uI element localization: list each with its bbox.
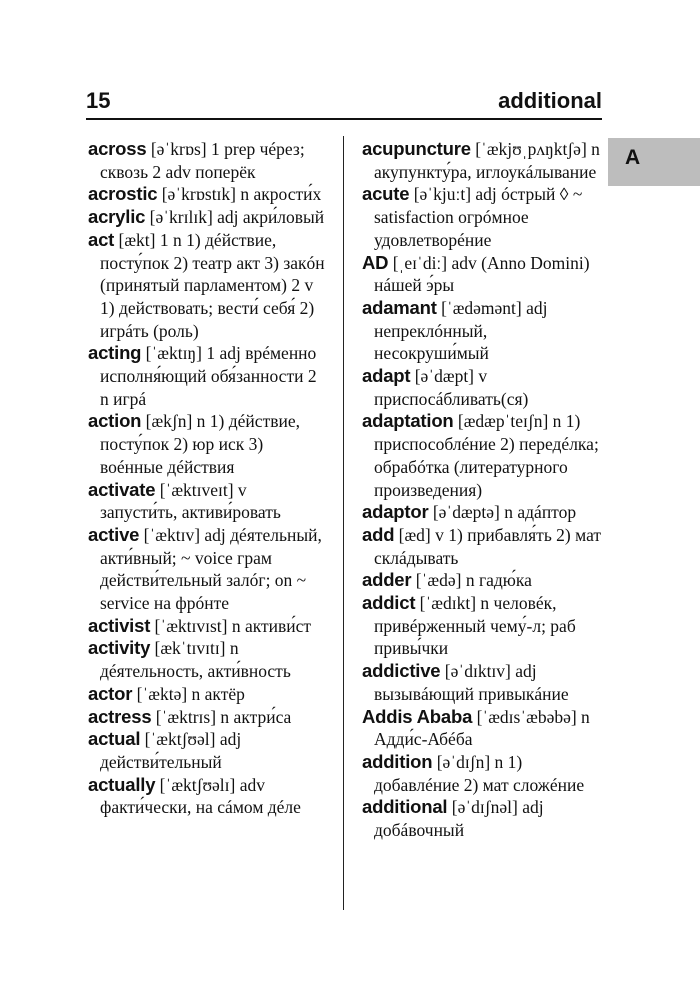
headword: active <box>88 523 140 545</box>
entry-definition: [ˈæktɪŋ] 1 adj врéменно исполня́ющий обя́занности 2 n игрá <box>100 343 317 409</box>
headword: adder <box>362 569 412 591</box>
dictionary-entry <box>362 365 602 410</box>
entry-definition: [ˈæktɪv] adj дéятельный, акти́вный; ~ voice грам действи́тельный залóг; on ~ service на фрóнте <box>100 524 322 614</box>
entry-definition: [ækt] 1 n 1) дéйствие, посту́пок 2) театр акт 3) закóн (принятый парламентом) 2 v 1) действовать; вести́ себя́ 2) игрáть (роль) <box>100 229 325 341</box>
entry-definition: [ædæpˈteɪʃn] n 1) приспособлéние 2) передéлка; обрабóтка (литературного произведения) <box>374 411 599 500</box>
column-divider <box>343 136 344 910</box>
headword: acupuncture <box>362 138 471 159</box>
headword: additional <box>362 796 448 818</box>
headword: Addis Ababa <box>362 705 473 727</box>
dictionary-entry <box>88 183 328 206</box>
dictionary-entry <box>362 410 602 501</box>
dictionary-entry <box>88 615 328 638</box>
headword: addition <box>362 750 433 772</box>
headword: activate <box>88 478 156 500</box>
entry-definition: [ˈæktɪveɪt] v запусти́ть, активи́ровать <box>100 479 281 523</box>
dictionary-entry <box>362 297 602 365</box>
entry-definition: [ˈækjʊˌpʌŋktʃə] n акупункту́ра, иглоукáлывание <box>374 139 600 182</box>
entry-definition: [ˌeɪˈdiː] adv (Anno Domini) нáшей э́ры <box>374 252 590 296</box>
dictionary-entry <box>88 206 328 229</box>
entry-definition: [ˈæktʃʊəl] adj действи́тельный <box>100 729 242 772</box>
dictionary-entry <box>88 637 328 682</box>
thumb-index-tab <box>608 138 700 186</box>
entry-definition: [əˈdɪʃn] n 1) добавлéние 2) мат сложéние <box>374 751 585 795</box>
dictionary-entry <box>362 524 602 569</box>
entry-definition: [əˈdæptə] n адáптор <box>428 502 577 523</box>
entry-definition: [ækˈtɪvɪtɪ] n дéятельность, акти́вность <box>100 638 291 682</box>
headword: add <box>362 523 395 545</box>
headword: addictive <box>362 660 441 682</box>
left-column <box>88 138 328 819</box>
header-rule <box>86 118 602 120</box>
dictionary-entry <box>88 342 328 410</box>
headword: acrylic <box>88 206 146 228</box>
dictionary-entry <box>362 706 602 751</box>
headword: across <box>88 138 147 159</box>
entry-definition: [ˈædɪsˈæbəbə] n Адди́с-Абéба <box>374 706 590 750</box>
headword: acrostic <box>88 183 158 205</box>
dictionary-entry <box>362 138 602 183</box>
headword: action <box>88 410 142 432</box>
entry-definition: [ˈædɪkt] n человéк, привéрженный чему́-л; раб привы́чки <box>374 593 576 659</box>
dictionary-entry <box>88 728 328 773</box>
entry-definition: [ˈædə] n гадю́ка <box>411 570 532 591</box>
dictionary-entry <box>362 569 602 592</box>
entry-definition: [ˈædəmənt] adj непреклóнный, несокруши́мый <box>374 297 548 364</box>
headword: actor <box>88 682 133 704</box>
page-number: 15 <box>86 88 111 113</box>
dictionary-entry <box>88 479 328 524</box>
dictionary-entry <box>362 592 602 660</box>
dictionary-entry <box>88 774 328 819</box>
headword: actress <box>88 705 152 727</box>
dictionary-entry <box>88 138 328 183</box>
right-column <box>362 138 602 842</box>
headword: adaptor <box>362 501 429 523</box>
headword: acting <box>88 342 142 364</box>
entry-definition: [ˈæktrɪs] n актри́са <box>151 706 292 727</box>
headword: adapt <box>362 365 411 387</box>
dictionary-entry <box>362 501 602 524</box>
dictionary-entry <box>362 796 602 841</box>
dictionary-entry <box>88 524 328 615</box>
thumb-index-letter: A <box>625 146 641 169</box>
headword: AD <box>362 251 389 273</box>
entry-definition: [ˈæktɪvɪst] n активи́ст <box>150 615 312 636</box>
headword: acute <box>362 183 410 205</box>
entry-definition: [əˈdɪktɪv] adj вызывáющий привыкáние <box>374 661 569 704</box>
dictionary-entry <box>88 683 328 706</box>
entry-definition: [əˈkrɪlɪk] adj акри́ловый <box>145 207 325 228</box>
dictionary-entry <box>88 706 328 729</box>
running-head: additional <box>498 88 602 113</box>
headword: activist <box>88 614 151 636</box>
headword: activity <box>88 637 151 659</box>
entry-definition: [əˈdæpt] v приспосáбливать(ся) <box>374 366 529 409</box>
headword: addict <box>362 592 416 614</box>
entry-definition: [əˈkjuːt] adj óстрый ◊ ~ satisfaction огрóмное удовлетворéние <box>374 184 583 250</box>
dictionary-entry <box>362 183 602 251</box>
entry-definition: [ˈæktʃʊəlɪ] adv факти́чески, на сáмом дéле <box>100 774 301 818</box>
entry-definition: [əˈkrɒstɪk] n акрости́х <box>157 184 322 205</box>
headword: adaptation <box>362 410 454 432</box>
entry-definition: [æd] v 1) прибавля́ть 2) мат склáдывать <box>374 524 602 568</box>
headword: actual <box>88 728 141 750</box>
headword: adamant <box>362 296 437 318</box>
entry-definition: [əˈkrɒs] 1 prep чéрез; сквозь 2 adv поперёк <box>100 139 305 182</box>
entry-definition: [ækʃn] n 1) дéйствие, посту́пок 2) юр иск 3) воéнные дéйствия <box>100 411 300 477</box>
dictionary-entry <box>88 410 328 478</box>
dictionary-entry <box>362 660 602 705</box>
dictionary-entry <box>362 751 602 796</box>
dictionary-entry <box>362 252 602 297</box>
entry-definition: [əˈdɪʃnəl] adj добáвочный <box>374 797 544 841</box>
headword: actually <box>88 773 156 795</box>
dictionary-entry <box>88 229 328 343</box>
entry-definition: [ˈæktə] n актёр <box>132 683 245 704</box>
headword: act <box>88 228 115 250</box>
